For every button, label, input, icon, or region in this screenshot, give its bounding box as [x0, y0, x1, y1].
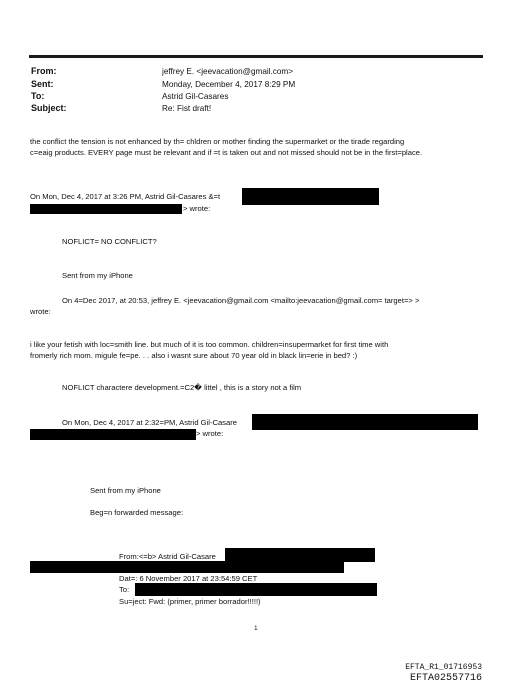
redaction-block: [30, 429, 196, 440]
quote-header-3-line-1: On Mon, Dec 4, 2017 at 2:32=PM, Astrid Gil-Casare: [62, 418, 237, 427]
sent-from-iphone-1: Sent from my iPhone: [62, 271, 133, 280]
body-paragraph-1-line-2: c=eaig products. EVERY page must be relevant and if =t is taken out and not missed should not be in the first=place.: [30, 148, 423, 157]
to-label: To:: [31, 91, 45, 101]
header-top-rule: [29, 55, 483, 58]
subject-value: Re: Fist draft!: [162, 104, 212, 113]
sent-label: Sent:: [31, 79, 54, 89]
redaction-block: [225, 548, 375, 562]
from-label: From:: [31, 66, 57, 76]
forwarded-from: From:<=b> Astrid Gil-Casare: [119, 552, 216, 561]
forwarded-message-label: Beg=n forwarded message:: [90, 508, 184, 517]
redaction-block: [135, 583, 377, 596]
quote-header-1-line-2: > wrote:: [183, 204, 211, 213]
noflict-character-note: NOFLICT charactere development.=C2� littel , this is a story not a film: [62, 383, 302, 392]
quote-header-2-line-2: wrote:: [30, 307, 51, 316]
redaction-block: [252, 414, 478, 430]
from-value: jeffrey E. <jeevacation@gmail.com>: [162, 67, 294, 76]
footer-bates-id-2: EFTA02557716: [409, 673, 482, 684]
forwarded-to: To:: [119, 585, 130, 594]
sent-value: Monday, December 4, 2017 8:29 PM: [162, 80, 296, 89]
redaction-block: [30, 204, 182, 214]
page-number: 1: [254, 625, 258, 632]
forwarded-subject: Su=ject: Fwd: (primer, primer borrador!!!!!): [119, 597, 261, 606]
forwarded-date: Dat=: 6 November 2017 at 23:54:59 CET: [119, 574, 258, 583]
to-value: Astrid Gil-Casares: [162, 92, 229, 101]
redaction-block: [30, 561, 344, 573]
quote-header-3-line-2: > wrote:: [196, 429, 224, 438]
footer-bates-id-1: EFTA_R1_01716953: [405, 663, 482, 672]
noflict-question: NOFLICT= NO CONFLICT?: [62, 237, 157, 246]
sent-from-iphone-2: Sent from my iPhone: [90, 486, 161, 495]
redaction-block: [242, 188, 379, 205]
quote-header-2-line-1: On 4=Dec 2017, at 20:53, jeffrey E. <jeevacation@gmail.com <mailto:jeevacation@gmail.com= target=> >: [62, 296, 420, 305]
subject-label: Subject:: [31, 103, 67, 113]
quote-header-1-line-1: On Mon, Dec 4, 2017 at 3:26 PM, Astrid Gil-Casares &=t: [30, 192, 221, 201]
body-paragraph-1-line-1: the conflict the tension is not enhanced by th= chldren or mother finding the supermarket or the tirade regarding: [30, 137, 405, 146]
body-paragraph-2-line-1: i like your fetish with loc=smith line. but much of it is too common. children=insupermarket for first time with: [30, 340, 389, 349]
body-paragraph-2-line-2: fromerly rich mom. migule fe=pe. . . also i wasnt sure about 70 year old in black lin=erie in bed? :): [30, 351, 358, 360]
